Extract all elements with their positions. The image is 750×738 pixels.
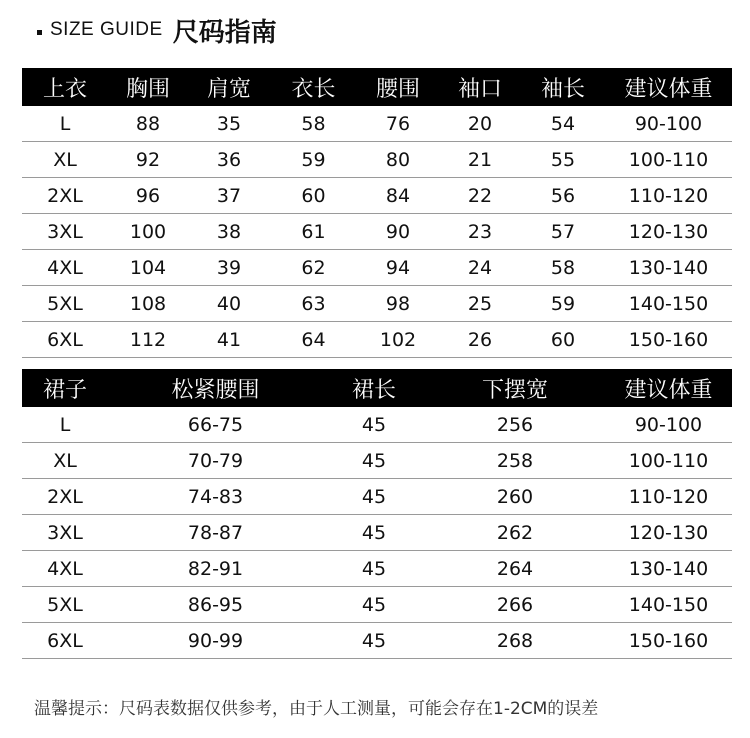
- top-cell: XL: [22, 142, 108, 178]
- skirt-header-cell: 松紧腰围: [108, 369, 323, 407]
- table-row: [22, 286, 732, 322]
- top-cell: 59: [270, 142, 357, 178]
- top-cell: 96: [108, 178, 188, 214]
- top-cell: 90: [357, 214, 439, 250]
- skirt-cell: 260: [425, 479, 605, 515]
- skirt-cell: 268: [425, 623, 605, 659]
- top-cell: 98: [357, 286, 439, 322]
- table-row: [22, 250, 732, 286]
- top-cell: 21: [439, 142, 521, 178]
- skirt-header-cell: 下摆宽: [425, 369, 605, 407]
- skirt-cell: 90-99: [108, 623, 323, 659]
- top-cell: 25: [439, 286, 521, 322]
- top-cell: 130-140: [605, 250, 732, 286]
- top-cell: 92: [108, 142, 188, 178]
- skirt-cell: 110-120: [605, 479, 732, 515]
- top-cell: 60: [270, 178, 357, 214]
- top-cell: 55: [521, 142, 605, 178]
- top-header-cell: 袖长: [521, 68, 605, 106]
- skirt-cell: 262: [425, 515, 605, 551]
- top-cell: 102: [357, 322, 439, 358]
- skirt-size-table: [22, 369, 732, 659]
- skirt-header-cell: 裙长: [323, 369, 425, 407]
- skirt-cell: 86-95: [108, 587, 323, 623]
- top-cell: 4XL: [22, 250, 108, 286]
- top-cell: 6XL: [22, 322, 108, 358]
- top-cell: 37: [188, 178, 270, 214]
- table-row: [22, 479, 732, 515]
- top-cell: 110-120: [605, 178, 732, 214]
- top-cell: 104: [108, 250, 188, 286]
- top-cell: 94: [357, 250, 439, 286]
- top-cell: 24: [439, 250, 521, 286]
- top-cell: 64: [270, 322, 357, 358]
- table-row: [22, 443, 732, 479]
- skirt-cell: 74-83: [108, 479, 323, 515]
- top-cell: 84: [357, 178, 439, 214]
- skirt-cell: XL: [22, 443, 108, 479]
- skirt-cell: 256: [425, 407, 605, 443]
- top-cell: 5XL: [22, 286, 108, 322]
- table-row: [22, 551, 732, 587]
- top-cell: 57: [521, 214, 605, 250]
- table-row: [22, 178, 732, 214]
- skirt-cell: 4XL: [22, 551, 108, 587]
- table-row: [22, 407, 732, 443]
- footer-note: 温馨提示：尺码表数据仅供参考，由于人工测量，可能会存在1-2CM的误差: [34, 699, 599, 719]
- skirt-cell: 150-160: [605, 623, 732, 659]
- skirt-cell: L: [22, 407, 108, 443]
- skirt-cell: 78-87: [108, 515, 323, 551]
- table-row: [22, 322, 732, 358]
- skirt-cell: 100-110: [605, 443, 732, 479]
- skirt-cell: 45: [323, 623, 425, 659]
- top-cell: 56: [521, 178, 605, 214]
- top-cell: 2XL: [22, 178, 108, 214]
- top-cell: 76: [357, 106, 439, 142]
- skirt-header-cell: 建议体重: [605, 369, 732, 407]
- skirt-header-cell: 裙子: [22, 369, 108, 407]
- top-cell: 58: [521, 250, 605, 286]
- top-cell: 60: [521, 322, 605, 358]
- top-cell: 112: [108, 322, 188, 358]
- top-cell: 90-100: [605, 106, 732, 142]
- table-row: [22, 587, 732, 623]
- table-row: [22, 106, 732, 142]
- top-cell: 59: [521, 286, 605, 322]
- skirt-cell: 130-140: [605, 551, 732, 587]
- skirt-cell: 45: [323, 587, 425, 623]
- skirt-cell: 66-75: [108, 407, 323, 443]
- skirt-cell: 6XL: [22, 623, 108, 659]
- title-chinese: 尺码指南: [172, 17, 277, 48]
- skirt-cell: 120-130: [605, 515, 732, 551]
- skirt-cell: 3XL: [22, 515, 108, 551]
- skirt-cell: 264: [425, 551, 605, 587]
- top-cell: 22: [439, 178, 521, 214]
- top-cell: 40: [188, 286, 270, 322]
- top-cell: 23: [439, 214, 521, 250]
- top-cell: 38: [188, 214, 270, 250]
- top-cell: 54: [521, 106, 605, 142]
- top-cell: 20: [439, 106, 521, 142]
- top-header-cell: 上衣: [22, 68, 108, 106]
- skirt-cell: 45: [323, 551, 425, 587]
- title-english: SIZE GUIDE: [50, 19, 163, 40]
- skirt-cell: 266: [425, 587, 605, 623]
- top-cell: 39: [188, 250, 270, 286]
- skirt-cell: 2XL: [22, 479, 108, 515]
- top-cell: 26: [439, 322, 521, 358]
- top-header-cell: 胸围: [108, 68, 188, 106]
- top-cell: 62: [270, 250, 357, 286]
- top-cell: 35: [188, 106, 270, 142]
- top-cell: 140-150: [605, 286, 732, 322]
- top-cell: 41: [188, 322, 270, 358]
- table-row: [22, 515, 732, 551]
- top-cell: L: [22, 106, 108, 142]
- skirt-cell: 45: [323, 515, 425, 551]
- top-size-table: [22, 68, 732, 358]
- table-row: [22, 623, 732, 659]
- top-cell: 150-160: [605, 322, 732, 358]
- top-cell: 63: [270, 286, 357, 322]
- skirt-cell: 70-79: [108, 443, 323, 479]
- skirt-cell: 45: [323, 443, 425, 479]
- bullet-icon: [37, 30, 42, 35]
- table-row: [22, 142, 732, 178]
- skirt-cell: 45: [323, 407, 425, 443]
- skirt-cell: 5XL: [22, 587, 108, 623]
- top-header-cell: 肩宽: [188, 68, 270, 106]
- top-cell: 80: [357, 142, 439, 178]
- top-cell: 58: [270, 106, 357, 142]
- top-cell: 100: [108, 214, 188, 250]
- skirt-cell: 45: [323, 479, 425, 515]
- top-header-cell: 建议体重: [605, 68, 732, 106]
- page-title: [37, 10, 277, 50]
- top-cell: 88: [108, 106, 188, 142]
- top-cell: 61: [270, 214, 357, 250]
- top-header-cell: 腰围: [357, 68, 439, 106]
- skirt-cell: 90-100: [605, 407, 732, 443]
- top-header-cell: 袖口: [439, 68, 521, 106]
- top-cell: 100-110: [605, 142, 732, 178]
- skirt-cell: 140-150: [605, 587, 732, 623]
- top-cell: 120-130: [605, 214, 732, 250]
- top-cell: 36: [188, 142, 270, 178]
- skirt-cell: 258: [425, 443, 605, 479]
- skirt-cell: 82-91: [108, 551, 323, 587]
- top-cell: 3XL: [22, 214, 108, 250]
- top-header-cell: 衣长: [270, 68, 357, 106]
- table-row: [22, 214, 732, 250]
- top-cell: 108: [108, 286, 188, 322]
